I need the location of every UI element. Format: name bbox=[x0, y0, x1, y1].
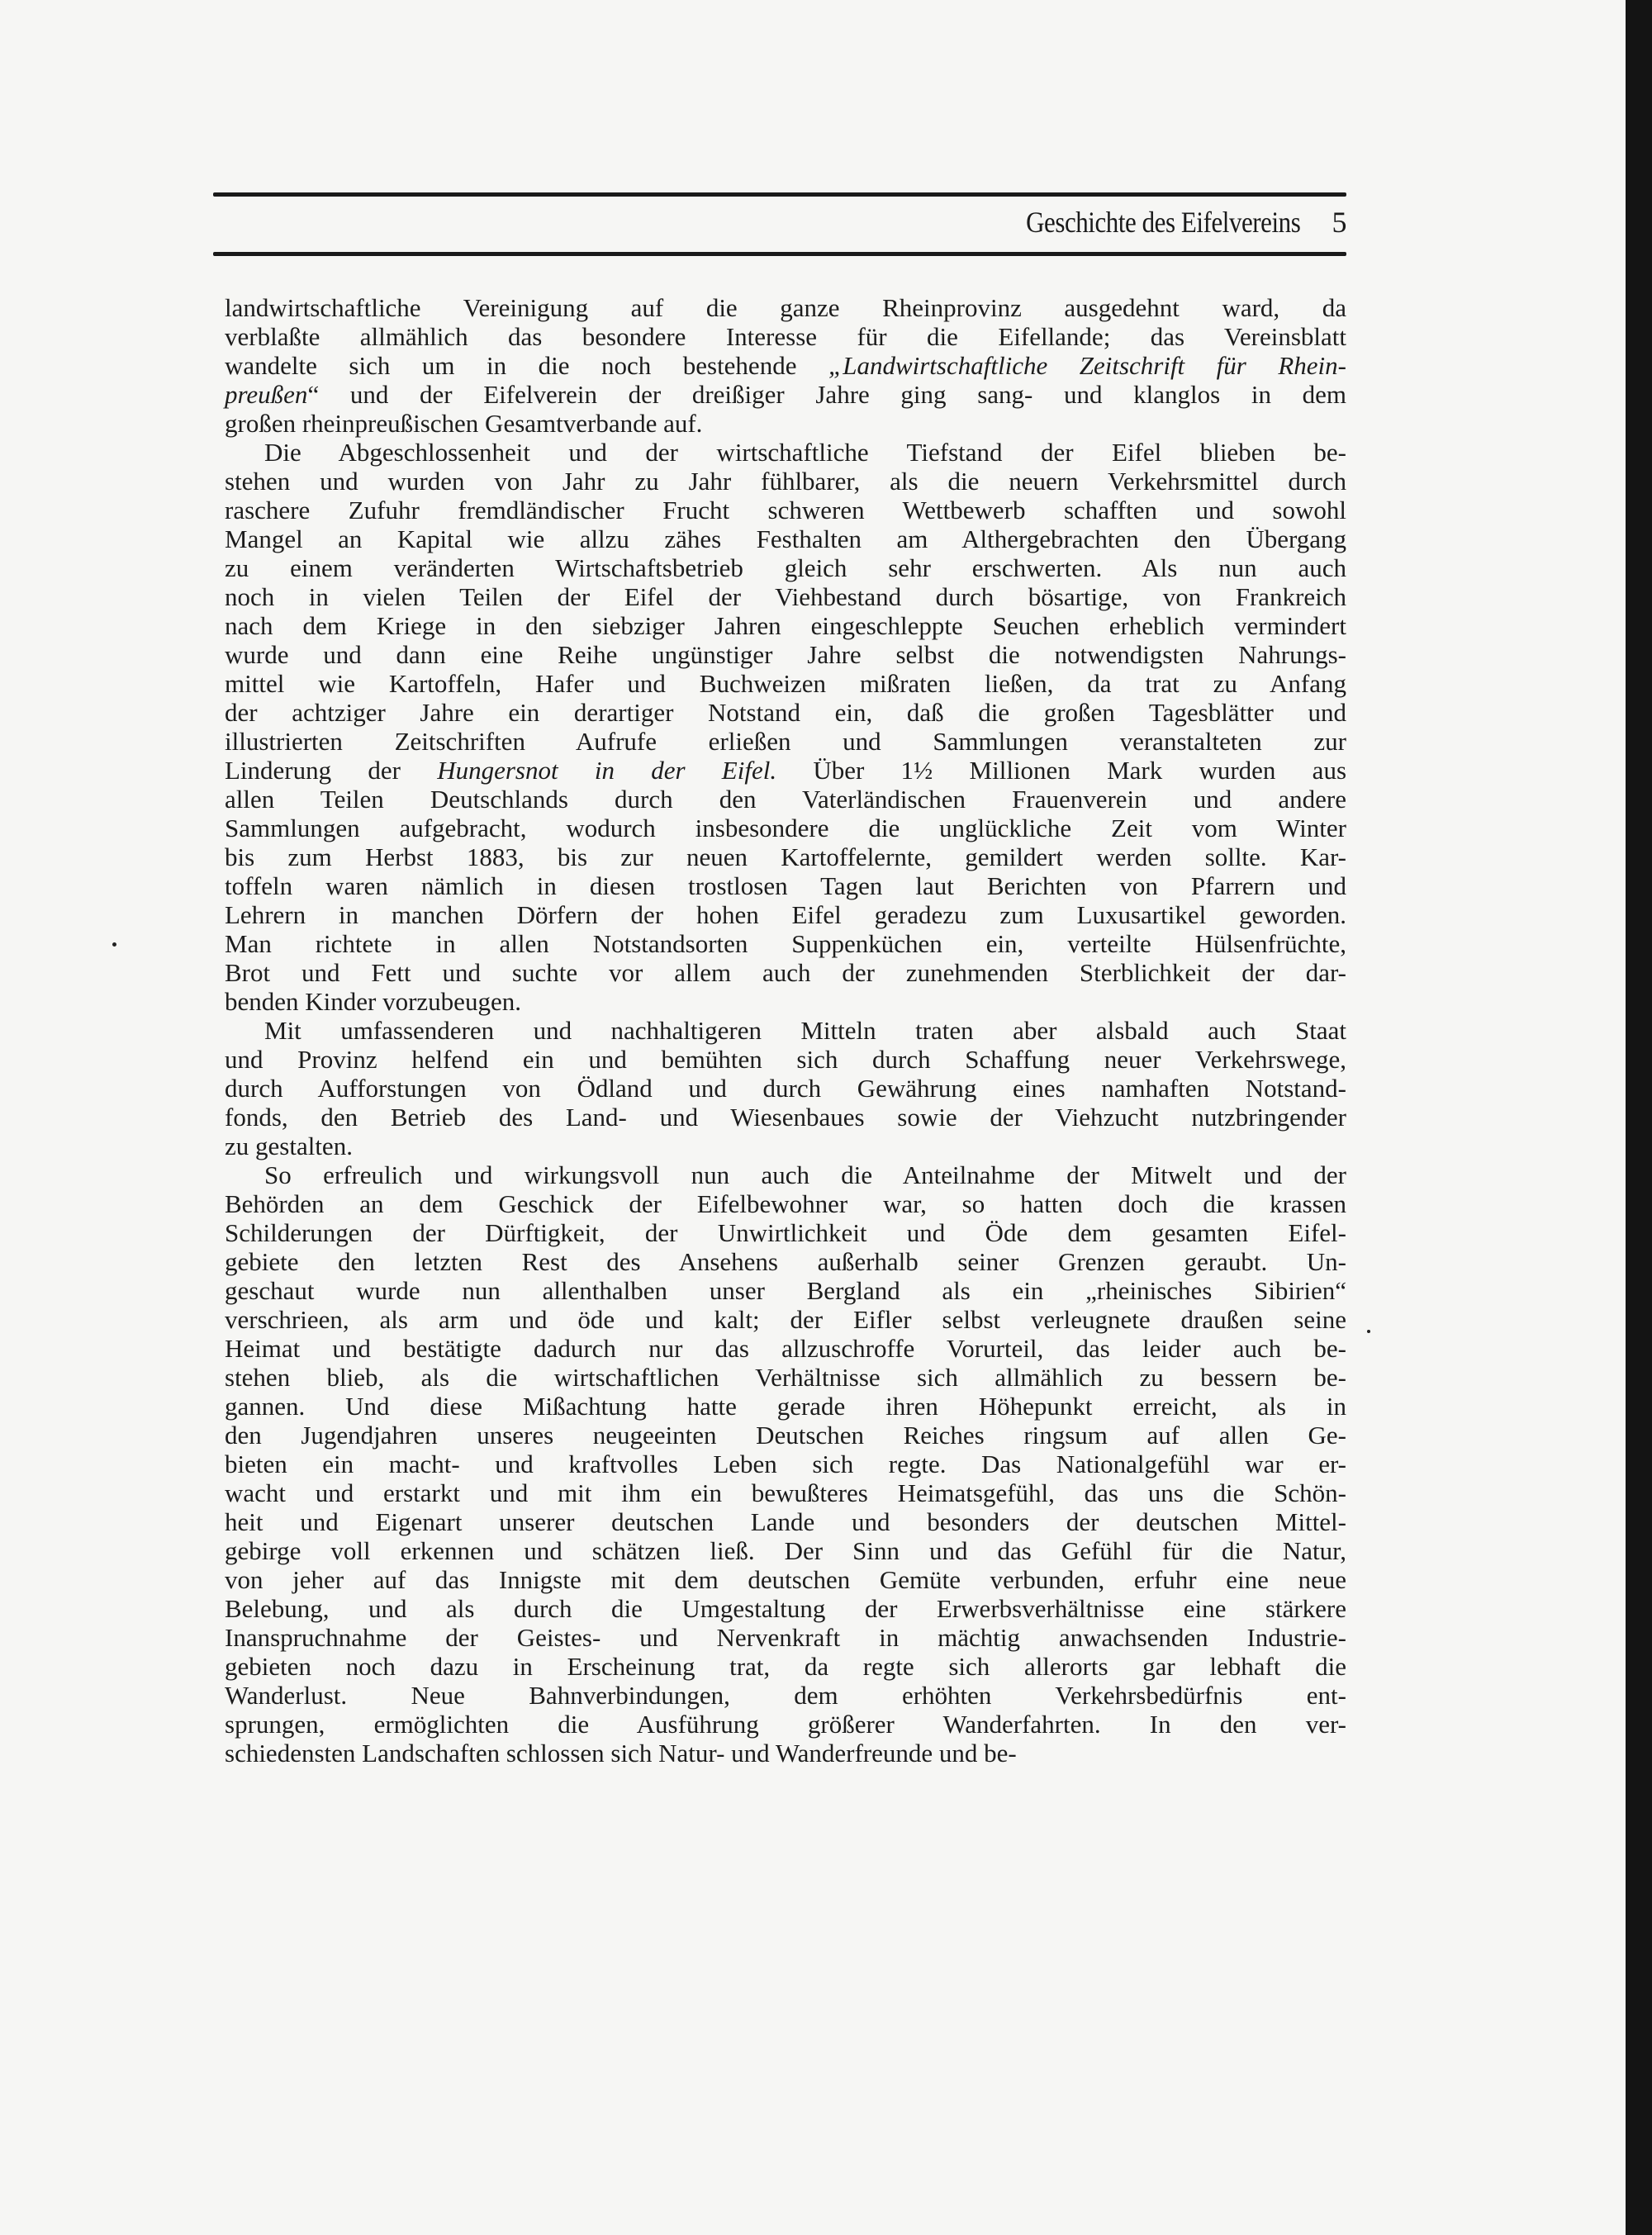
text-line: illustrierten Zeitschriften Aufrufe erließen und Sammlungen veranstalteten zur bbox=[225, 727, 1346, 756]
italic-title: „Landwirtschaftliche Zeitschrift für Rhein- bbox=[828, 351, 1346, 380]
text-line: benden Kinder vorzubeugen. bbox=[225, 987, 521, 1016]
text-line: Sammlungen aufgebracht, wodurch insbesondere die unglückliche Zeit vom Winter bbox=[225, 814, 1346, 842]
running-header bbox=[213, 205, 1346, 244]
text-line: Behörden an dem Geschick der Eifelbewohner war, so hatten doch die krassen bbox=[225, 1189, 1346, 1218]
text-line: stehen blieb, als die wirtschaftlichen Verhältnisse sich allmählich zu bessern be- bbox=[225, 1363, 1346, 1392]
paragraph bbox=[225, 1160, 1346, 1768]
italic-title: preußen bbox=[225, 380, 308, 409]
text-line: preußen“ und der Eifelverein der dreißiger Jahre ging sang- und klanglos in dem bbox=[225, 380, 1346, 409]
text-line: wandelte sich um in die noch bestehende „Landwirtschaftliche Zeitschrift für Rhein- bbox=[225, 351, 1346, 380]
text-line: durch Aufforstungen von Ödland und durch Gewährung eines namhaften Notstand- bbox=[225, 1074, 1346, 1103]
text-line: Brot und Fett und suchte vor allem auch der zunehmenden Sterblichkeit der dar- bbox=[225, 958, 1346, 987]
text-line: Belebung, und als durch die Umgestaltung der Erwerbsverhältnisse eine stärkere bbox=[225, 1594, 1346, 1623]
text-line: geschaut wurde nun allenthalben unser Bergland als ein „rheinisches Sibirien“ bbox=[225, 1276, 1346, 1305]
text-line: gebiete den letzten Rest des Ansehens außerhalb seiner Grenzen geraubt. Un- bbox=[225, 1247, 1346, 1276]
header-rule-top bbox=[213, 192, 1346, 197]
scan-speck bbox=[1367, 1330, 1370, 1333]
text-line: mittel wie Kartoffeln, Hafer und Buchweizen mißraten ließen, da trat zu Anfang bbox=[225, 669, 1346, 698]
text-line: gebirge voll erkennen und schätzen ließ. Der Sinn und das Gefühl für die Natur, bbox=[225, 1536, 1346, 1565]
text-line: Schilderungen der Dürftigkeit, der Unwirtlichkeit und Öde dem gesamten Eifel- bbox=[225, 1218, 1346, 1247]
text-line: Wanderlust. Neue Bahnverbindungen, dem erhöhten Verkehrsbedürfnis ent- bbox=[225, 1681, 1346, 1710]
text-line: Mangel an Kapital wie allzu zähes Festhalten am Althergebrachten den Übergang bbox=[225, 524, 1346, 553]
text-line: Mit umfassenderen und nachhaltigeren Mitteln traten aber alsbald auch Staat bbox=[264, 1016, 1346, 1045]
text-line: wacht und erstarkt und mit ihm ein bewußteres Heimatsgefühl, das uns die Schön- bbox=[225, 1478, 1346, 1507]
text-line: gannen. Und diese Mißachtung hatte gerade ihren Höhepunkt erreicht, als in bbox=[225, 1392, 1346, 1421]
text-line: raschere Zufuhr fremdländischer Frucht schweren Wettbewerb schafften und sowohl bbox=[225, 496, 1346, 524]
text-line: toffeln waren nämlich in diesen trostlosen Tagen laut Berichten von Pfarrern und bbox=[225, 871, 1346, 900]
text-line: der achtziger Jahre ein derartiger Notstand ein, daß die großen Tagesblätter und bbox=[225, 698, 1346, 727]
body-text bbox=[225, 293, 1346, 1768]
text-line: und Provinz helfend ein und bemühten sich durch Schaffung neuer Verkehrswege, bbox=[225, 1045, 1346, 1074]
text-line: Die Abgeschlossenheit und der wirtschaftliche Tiefstand der Eifel blieben be- bbox=[264, 438, 1346, 467]
text-line: Heimat und bestätigte dadurch nur das allzuschroffe Vorurteil, das leider auch be- bbox=[225, 1334, 1346, 1363]
paragraph bbox=[225, 1016, 1346, 1160]
text-line: den Jugendjahren unseres neugeeinten Deutschen Reiches ringsum auf allen Ge- bbox=[225, 1421, 1346, 1450]
text-line: von jeher auf das Innigste mit dem deutschen Gemüte verbunden, erfuhr eine neue bbox=[225, 1565, 1346, 1594]
text-line: allen Teilen Deutschlands durch den Vaterländischen Frauenverein und andere bbox=[225, 785, 1346, 814]
text-line: Lehrern in manchen Dörfern der hohen Eifel geradezu zum Luxusartikel geworden. bbox=[225, 900, 1346, 929]
scan-edge bbox=[1626, 0, 1652, 2235]
text-line: verschrieen, als arm und öde und kalt; der Eifler selbst verleugnete draußen seine bbox=[225, 1305, 1346, 1334]
paragraph bbox=[225, 293, 1346, 438]
text-line: bis zum Herbst 1883, bis zur neuen Kartoffelernte, gemildert werden sollte. Kar- bbox=[225, 842, 1346, 871]
text-line: zu einem veränderten Wirtschaftsbetrieb gleich sehr erschwerten. Als nun auch bbox=[225, 553, 1346, 582]
text-line: sprungen, ermöglichten die Ausführung größerer Wanderfahrten. In den ver- bbox=[225, 1710, 1346, 1739]
text-line: bieten ein macht- und kraftvolles Leben sich regte. Das Nationalgefühl war er- bbox=[225, 1450, 1346, 1478]
text-line: schiedensten Landschaften schlossen sich Natur- und Wanderfreunde und be- bbox=[225, 1739, 1017, 1768]
text-line: wurde und dann eine Reihe ungünstiger Jahre selbst die notwendigsten Nahrungs- bbox=[225, 640, 1346, 669]
header-rule-bottom bbox=[213, 252, 1346, 256]
text-line: Linderung der Hungersnot in der Eifel. Über 1½ Millionen Mark wurden aus bbox=[225, 756, 1347, 785]
page-number: 5 bbox=[1332, 206, 1346, 239]
text-line: verblaßte allmählich das besondere Interesse für die Eifellande; das Vereinsblatt bbox=[225, 322, 1346, 351]
scan-speck bbox=[112, 942, 116, 947]
paragraph bbox=[225, 438, 1346, 1016]
text-line: großen rheinpreußischen Gesamtverbande auf. bbox=[225, 409, 703, 438]
text-line: Man richtete in allen Notstandsorten Suppenküchen ein, verteilte Hülsenfrüchte, bbox=[225, 929, 1346, 958]
text-line: gebieten noch dazu in Erscheinung trat, da regte sich allerorts gar lebhaft die bbox=[225, 1652, 1346, 1681]
text-line: zu gestalten. bbox=[225, 1132, 353, 1160]
running-title: Geschichte des Eifelvereins bbox=[1025, 206, 1300, 239]
text-line: noch in vielen Teilen der Eifel der Viehbestand durch bösartige, von Frankreich bbox=[225, 582, 1346, 611]
text-line: heit und Eigenart unserer deutschen Lande und besonders der deutschen Mittel- bbox=[225, 1507, 1346, 1536]
text-line: So erfreulich und wirkungsvoll nun auch die Anteilnahme der Mitwelt und der bbox=[264, 1160, 1346, 1189]
text-line: landwirtschaftliche Vereinigung auf die ganze Rheinprovinz ausgedehnt ward, da bbox=[225, 293, 1346, 322]
text-line: stehen und wurden von Jahr zu Jahr fühlbarer, als die neuern Verkehrsmittel durch bbox=[225, 467, 1346, 496]
text-line: Inanspruchnahme der Geistes- und Nervenkraft in mächtig anwachsenden Industrie- bbox=[225, 1623, 1346, 1652]
italic-phrase: Hungersnot in der Eifel. bbox=[437, 756, 777, 785]
text-line: fonds, den Betrieb des Land- und Wiesenbaues sowie der Viehzucht nutzbringender bbox=[225, 1103, 1346, 1132]
text-line: nach dem Kriege in den siebziger Jahren eingeschleppte Seuchen erheblich vermindert bbox=[225, 611, 1346, 640]
